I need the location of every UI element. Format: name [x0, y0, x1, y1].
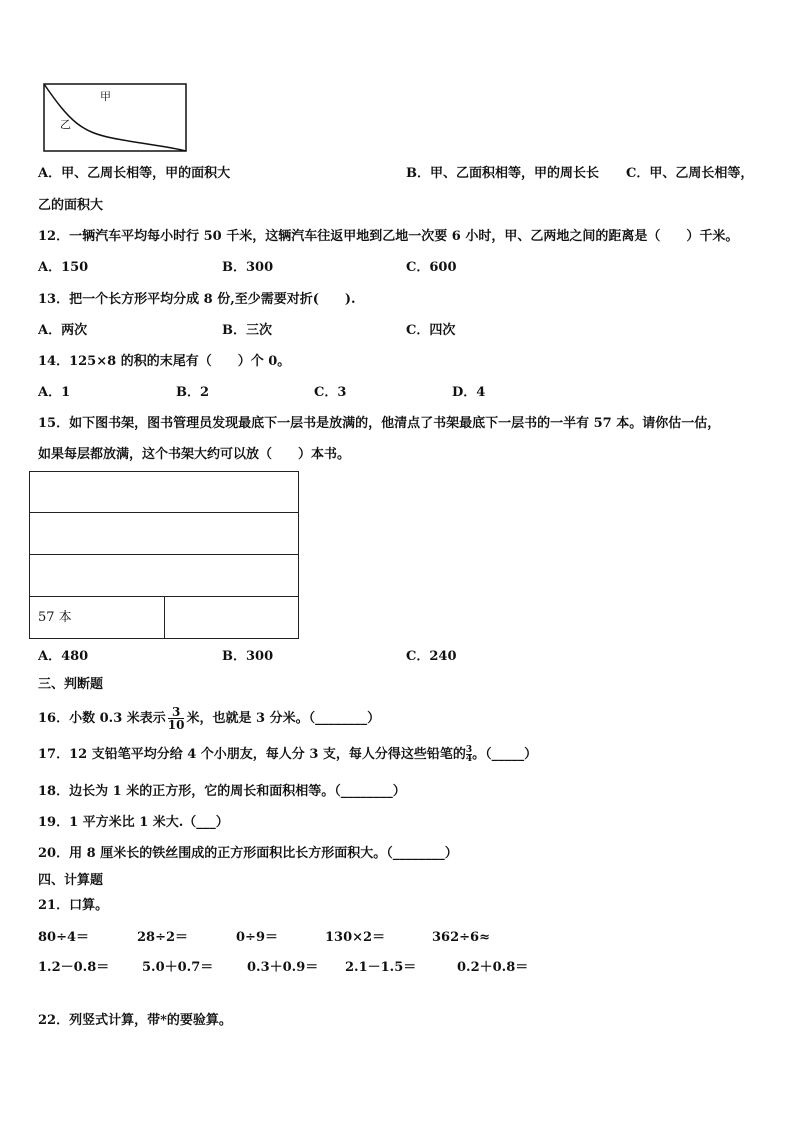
- q21-text: 21．口算。: [38, 898, 109, 913]
- q21-row2-item-5: 0.2＋0.8＝: [457, 960, 529, 975]
- q11-option-b: B．甲、乙面积相等，甲的周长长: [406, 166, 599, 181]
- q15-option-b: B．300: [222, 649, 274, 664]
- q14-option-a: A．1: [38, 385, 71, 400]
- shelf-bottom-left-cell: [30, 597, 165, 638]
- q11-label-jia: 甲: [100, 90, 111, 103]
- q20-text: 20．用 8 厘米长的铁丝围成的正方形面积比长方形面积大。（________）: [38, 846, 458, 861]
- q17-post: 。（_____）: [472, 747, 538, 762]
- q14-option-b: B．2: [176, 385, 210, 400]
- section-4-title: 四、计算题: [38, 873, 104, 888]
- q15-option-c: C．240: [406, 649, 457, 664]
- q11-option-c-cont: 乙的面积大: [38, 198, 104, 213]
- q19-text: 19．1 平方米比 1 米大.（___）: [38, 815, 229, 830]
- q14-option-d: D．4: [452, 385, 486, 400]
- q17-fraction-numerator: 3: [465, 745, 473, 755]
- q11-option-a: A．甲、乙周长相等，甲的面积大: [38, 166, 231, 181]
- q16-fraction-numerator: 3: [168, 706, 185, 719]
- q21-row2-item-2: 5.0＋0.7＝: [142, 960, 214, 975]
- q21-row2-item-4: 2.1－1.5＝: [345, 960, 417, 975]
- q16-fraction: [168, 706, 185, 731]
- q13-option-b: B．三次: [222, 323, 272, 338]
- q13-text: 13．把一个长方形平均分成 8 份,至少需要对折( ).: [38, 292, 356, 307]
- q17-pre: 17．12 支铅笔平均分给 4 个小朋友，每人分 3 支，每人分得这些铅笔的: [38, 747, 466, 762]
- section-3-title: 三、判断题: [38, 677, 104, 692]
- q13-option-a: A．两次: [38, 323, 88, 338]
- shelf-row-3: [29, 555, 299, 597]
- q15-text-line2: 如果每层都放满，这个书架大约可以放（ ）本书。: [38, 447, 351, 462]
- q12-text: 12．一辆汽车平均每小时行 50 千米，这辆汽车往返甲地到乙地一次要 6 小时，甲、乙两地之间的距离是（ ）千米。: [38, 229, 739, 244]
- q17-text: [38, 746, 537, 763]
- shelf-row-1: [29, 471, 299, 513]
- q21-row1-item-5: 362÷6≈: [432, 930, 490, 945]
- q21-row2-item-3: 0.3＋0.9＝: [247, 960, 319, 975]
- q21-row1-item-1: 80÷4＝: [38, 930, 90, 945]
- q16-text: [38, 705, 380, 733]
- q13-option-c: C．四次: [406, 323, 456, 338]
- q14-option-c: C．3: [314, 385, 347, 400]
- bookshelf-figure: [29, 471, 299, 639]
- shelf-row-bottom: [29, 597, 299, 639]
- shelf-label: 57 本: [38, 610, 72, 625]
- q11-option-c: C．甲、乙周长相等，: [626, 166, 754, 181]
- q22-text: 22．列竖式计算，带*的要验算。: [38, 1013, 232, 1028]
- q21-row2-item-1: 1.2－0.8＝: [38, 960, 110, 975]
- q16-pre: 16．小数 0.3 米表示: [38, 711, 166, 726]
- q15-option-a: A．480: [38, 649, 89, 664]
- q12-option-c: C．600: [406, 260, 457, 275]
- q12-option-b: B．300: [222, 260, 274, 275]
- q16-fraction-denominator: 10: [167, 718, 185, 732]
- q21-row1-item-3: 0÷9＝: [236, 930, 278, 945]
- q16-post: 米，也就是 3 分米。（________）: [186, 711, 381, 726]
- q21-row1-item-2: 28÷2＝: [137, 930, 189, 945]
- q11-label-yi: 乙: [60, 118, 71, 131]
- q17-fraction-denominator: 4: [465, 754, 473, 764]
- q18-text: 18．边长为 1 米的正方形，它的周长和面积相等。（________）: [38, 784, 406, 799]
- shelf-row-2: [29, 513, 299, 555]
- q12-option-a: A．150: [38, 260, 89, 275]
- q21-row1-item-4: 130×2＝: [325, 930, 386, 945]
- q14-text: 14．125×8 的积的末尾有（ ）个 0。: [38, 354, 291, 369]
- q15-text-line1: 15．如下图书架，图书管理员发现最底下一层书是放满的，他清点了书架最底下一层书的一半有 57 本。请你估一估，: [38, 416, 721, 431]
